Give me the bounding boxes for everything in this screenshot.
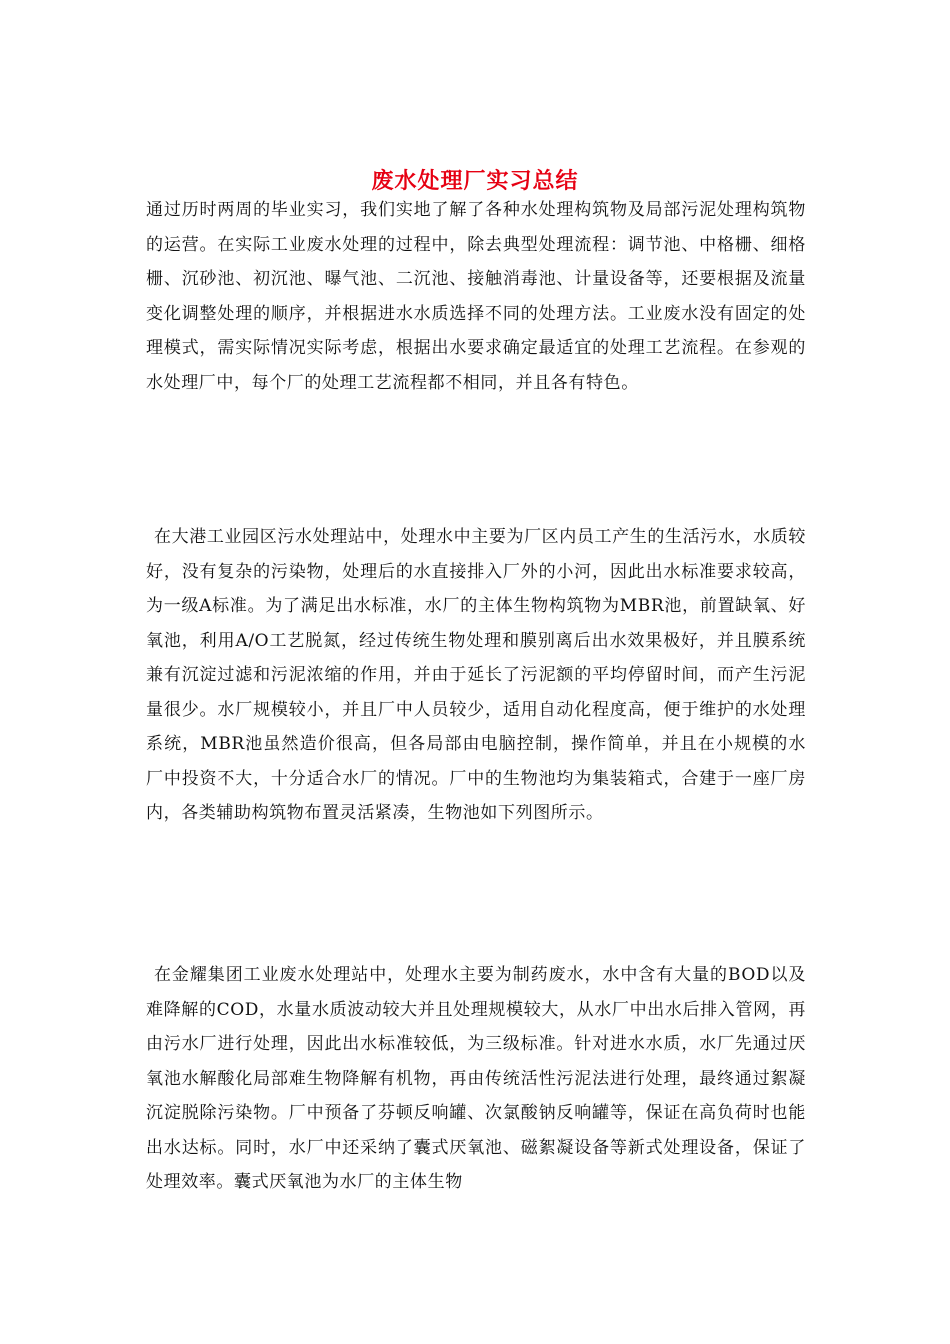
paragraph-intro: 通过历时两周的毕业实习，我们实地了解了各种水处理构筑物及局部污泥处理构筑物的运营。在实际工业废水处理的过程中，除去典型处理流程：调节池、中格栅、细格栅、沉砂池、初沉池、曝气池、二沉池、接触消毒池、计量设备等，还要根据及流量变化调整处理的顺序，并根据进水水质选择不同的处理方法。工业废水没有固定的处理模式，需实际情况实际考虑，根据出水要求确定最适宜的处理工艺流程。在参观的水处理厂中，每个厂的处理工艺流程都不相同，并且各有特色。 [146,200,806,393]
paragraph-dagang-station: 在大港工业园区污水处理站中，处理水中主要为厂区内员工产生的生活污水，水质较好，没有复杂的污染物，处理后的水直接排入厂外的小河，因此出水标准要求较高，为一级A标准。为了满足出水标准，水厂的主体生物构筑物为MBR池，前置缺氧、好氧池，利用A/O工艺脱氮，经过传统生物处理和膜别离后出水效果极好，并且膜系统兼有沉淀过滤和污泥浓缩的作用，并由于延长了污泥额的平均停留时间，而产生污泥量很少。水厂规模较小，并且厂中人员较少，适用自动化程度高，便于维护的水处理系统，MBR池虽然造价很高，但各局部由电脑控制，操作简单，并且在小规模的水厂中投资不大，十分适合水厂的情况。厂中的生物池均为集装箱式，合建于一座厂房内，各类辅助构筑物布置灵活紧凑，生物池如下列图所示。 [146,527,806,823]
document-title: 废水处理厂实习总结 [371,167,579,194]
paragraph-jinyao-station: 在金耀集团工业废水处理站中，处理水主要为制药废水，水中含有大量的BOD以及难降解的COD，水量水质波动较大并且处理规模较大，从水厂中出水后排入管网，再由污水厂进行处理，因此出水标准较低，为三级标准。针对进水水质，水厂先通过厌氧池水解酸化局部难生物降解有机物，再由传统活性污泥法进行处理，最终通过絮凝沉淀脱除污染物。厂中预备了芬顿反响罐、次氯酸钠反响罐等，保证在高负荷时也能出水达标。同时，水厂中还采纳了囊式厌氧池、磁絮凝设备等新式处理设备，保证了处理效率。囊式厌氧池为水厂的主体生物 [146,965,806,1192]
